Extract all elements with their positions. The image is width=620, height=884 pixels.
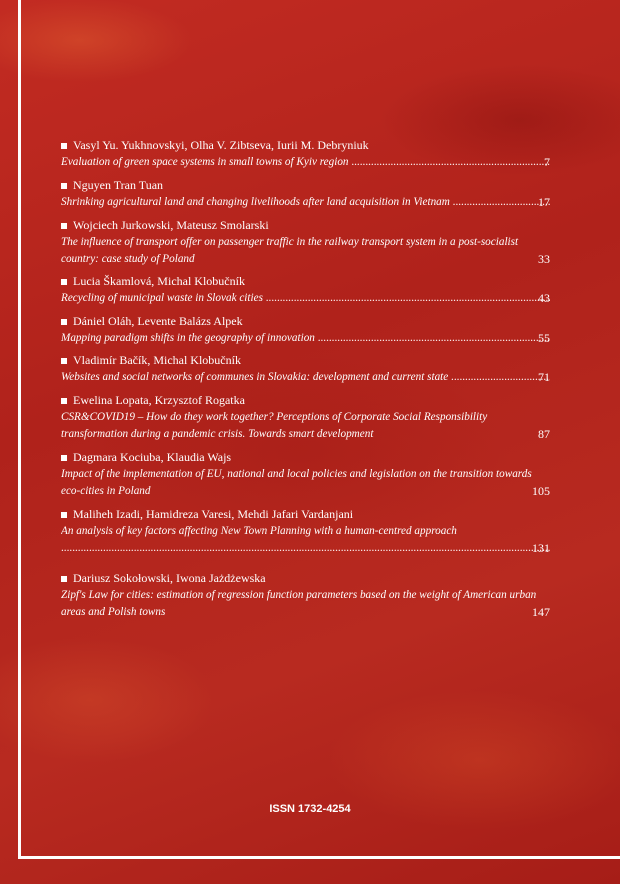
toc-authors: Vladimír Bačík, Michal Klobučník bbox=[73, 353, 241, 367]
toc-title: Zipf's Law for cities: estimation of regression function parameters based on the weight of American urban areas and Polish towns ..... bbox=[61, 587, 550, 621]
toc-authors: Dariusz Sokołowski, Iwona Jażdżewska bbox=[73, 571, 266, 585]
toc-authors: Vasyl Yu. Yukhnovskyi, Olha V. Zibtseva, Iurii M. Debryniuk bbox=[73, 138, 369, 152]
toc-page: 33 bbox=[538, 252, 550, 266]
toc-authors: Dániel Oláh, Levente Balázs Alpek bbox=[73, 314, 243, 328]
toc-entry bbox=[61, 570, 550, 621]
toc-entry bbox=[61, 352, 550, 386]
toc-entry bbox=[61, 313, 550, 347]
toc-entry bbox=[61, 392, 550, 443]
toc-page: 131 bbox=[532, 541, 550, 555]
toc-authors: Nguyen Tran Tuan bbox=[73, 178, 164, 192]
toc-title: Evaluation of green space systems in small towns of Kyiv region ..... bbox=[61, 154, 550, 171]
toc-entry bbox=[61, 217, 550, 268]
toc-page: 7 bbox=[544, 155, 550, 169]
bullet-icon bbox=[61, 143, 67, 149]
toc-page: 55 bbox=[538, 331, 550, 345]
frame-left-border bbox=[18, 0, 21, 859]
toc-authors: Lucia Škamlová, Michal Klobučník bbox=[73, 274, 245, 288]
toc-title: Impact of the implementation of EU, national and local policies and legislation on the transition towards eco-cities in Poland ..... bbox=[61, 466, 550, 500]
toc-authors: Dagmara Kociuba, Klaudia Wajs bbox=[73, 450, 232, 464]
toc-page: 17 bbox=[538, 195, 550, 209]
toc-page: 43 bbox=[538, 291, 550, 305]
bullet-icon bbox=[61, 576, 67, 582]
toc-entry bbox=[61, 273, 550, 307]
toc-entry bbox=[61, 506, 550, 557]
bullet-icon bbox=[61, 398, 67, 404]
toc-page: 147 bbox=[532, 605, 550, 619]
toc-title: Websites and social networks of communes in Slovakia: development and current state ..... bbox=[61, 369, 550, 386]
toc-entry bbox=[61, 137, 550, 171]
bullet-icon bbox=[61, 183, 67, 189]
frame-bottom-border bbox=[18, 856, 620, 859]
toc-title: Shrinking agricultural land and changing livelihoods after land acquisition in Vietnam ..... bbox=[61, 194, 550, 211]
toc-page: 105 bbox=[532, 484, 550, 498]
issn-label: ISSN 1732-4254 bbox=[269, 803, 351, 815]
toc-title: CSR&COVID19 – How do they work together? Perceptions of Corporate Social Responsibility transformation during a pandemic crisis. Towards smart development ..... bbox=[61, 409, 550, 443]
toc-title: Mapping paradigm shifts in the geography of innovation ..... bbox=[61, 330, 550, 347]
bullet-icon bbox=[61, 455, 67, 461]
toc-title: An analysis of key factors affecting New Town Planning with a human-centred approach ..... bbox=[61, 523, 550, 557]
bullet-icon bbox=[61, 512, 67, 518]
toc-authors: Ewelina Lopata, Krzysztof Rogatka bbox=[73, 393, 245, 407]
bullet-icon bbox=[61, 319, 67, 325]
toc-authors: Wojciech Jurkowski, Mateusz Smolarski bbox=[73, 218, 269, 232]
toc-entry bbox=[61, 177, 550, 211]
toc-entry bbox=[61, 449, 550, 500]
bullet-icon bbox=[61, 358, 67, 364]
bullet-icon bbox=[61, 279, 67, 285]
toc-title: Recycling of municipal waste in Slovak cities ..... bbox=[61, 290, 550, 307]
toc-page: 71 bbox=[538, 370, 550, 384]
bullet-icon bbox=[61, 223, 67, 229]
toc-page: 87 bbox=[538, 427, 550, 441]
toc-title: The influence of transport offer on passenger traffic in the railway transport system in a post-socialist country: case study of Poland ..... bbox=[61, 234, 550, 268]
toc-authors: Maliheh Izadi, Hamidreza Varesi, Mehdi Jafari Vardanjani bbox=[73, 507, 354, 521]
